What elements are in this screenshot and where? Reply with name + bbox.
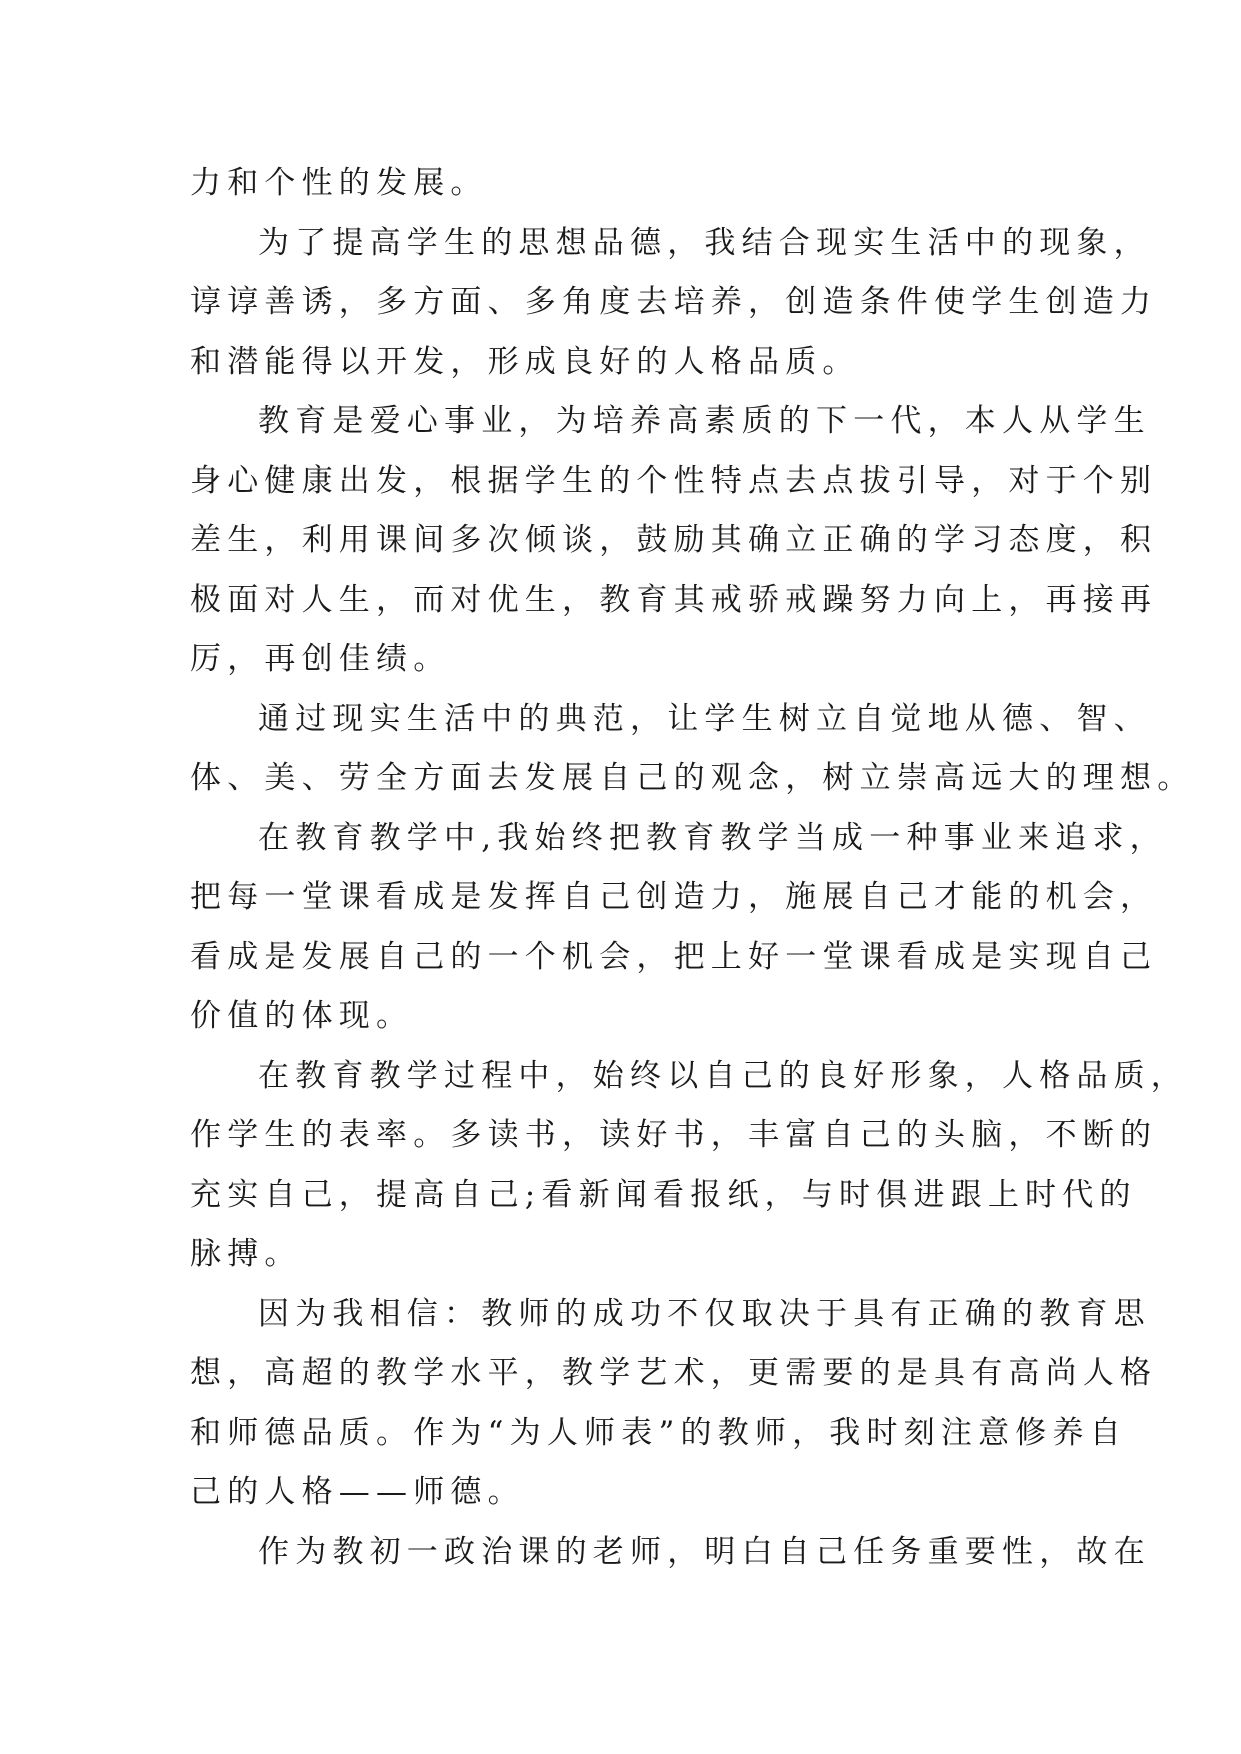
text-line: 教育是爱心事业，为培养高素质的下一代，本人从学生 [258, 403, 1151, 439]
text-line: 谆谆善诱，多方面、多角度去培养，创造条件使学生创造力 [190, 284, 1158, 320]
text-line: 极面对人生，而对优生，教育其戒骄戒躁努力向上，再接再 [190, 581, 1158, 618]
text-line: 体、美、劳全方面去发展自己的观念，树立崇高远大的理想。 [190, 760, 1195, 796]
text-line: 己的人格——师德。 [190, 1474, 525, 1510]
paragraph [190, 809, 1167, 1047]
text-line: 把每一堂课看成是发挥自己创造力，施展自己才能的机会， [190, 879, 1158, 915]
text-line: 和潜能得以开发，形成良好的人格品质。 [190, 343, 860, 380]
document-body [190, 154, 1195, 1582]
paragraph [190, 1523, 1151, 1583]
text-line: 脉搏。 [190, 1236, 302, 1272]
text-line: 力和个性的发展。 [190, 165, 488, 201]
text-line: 价值的体现。 [190, 998, 414, 1034]
paragraph [190, 392, 1158, 690]
text-line: 身心健康出发，根据学生的个性特点去点拔引导，对于个别 [190, 462, 1158, 499]
text-line: 因为我相信：教师的成功不仅取决于具有正确的教育思 [258, 1295, 1151, 1332]
text-line: 为了提高学生的思想品德，我结合现实生活中的现象， [258, 224, 1151, 261]
paragraph [190, 1047, 1188, 1285]
text-line: 在教育教学过程中，始终以自己的良好形象，人格品质， [258, 1057, 1188, 1094]
text-line: 作学生的表率。多读书，读好书，丰富自己的头脑，不断的 [190, 1117, 1158, 1153]
paragraph [190, 154, 1070, 214]
paragraph [190, 1285, 1158, 1523]
text-line: 和师德品质。作为“为人师表”的教师，我时刻注意修养自 [190, 1414, 1127, 1451]
text-line: 充实自己，提高自己;看新闻看报纸，与时俱进跟上时代的 [190, 1176, 1137, 1213]
text-line: 作为教初一政治课的老师，明白自己任务重要性，故在 [258, 1533, 1151, 1570]
text-line: 通过现实生活中的典范，让学生树立自觉地从德、智、 [258, 700, 1151, 737]
text-line: 在教育教学中,我始终把教育教学当成一种事业来追求， [258, 819, 1167, 856]
text-line: 看成是发展自己的一个机会，把上好一堂课看成是实现自己 [190, 938, 1158, 975]
paragraph [190, 690, 1195, 809]
text-line: 差生，利用课间多次倾谈，鼓励其确立正确的学习态度，积 [190, 522, 1158, 558]
text-line: 厉，再创佳绩。 [190, 641, 451, 677]
paragraph [190, 214, 1158, 393]
text-line: 想，高超的教学水平，教学艺术，更需要的是具有高尚人格 [190, 1355, 1158, 1391]
